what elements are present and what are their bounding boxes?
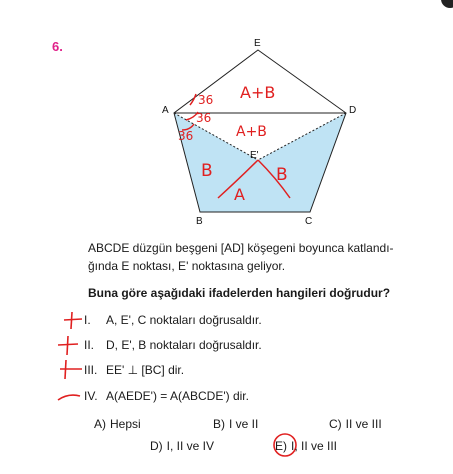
text-line-2: ğında E noktası, E' noktasına geliyor. xyxy=(88,259,286,273)
option-e[interactable] xyxy=(275,439,337,453)
prompt-text: Buna göre aşağıdaki ifadelerden hangileri doğrudur? xyxy=(88,286,391,300)
option-c-text: II ve III xyxy=(345,417,382,431)
statement-4-text: A(AEDE') = A(ABCDE') dir. xyxy=(106,389,249,403)
statement-3-roman: III. xyxy=(84,363,98,377)
angle-arc-1 xyxy=(190,94,196,105)
mark-statement-1 xyxy=(64,312,82,329)
statement-2-roman: II. xyxy=(84,338,95,352)
mark-statement-3 xyxy=(60,360,82,379)
option-e-text: I, II ve III xyxy=(291,439,338,453)
option-d[interactable] xyxy=(150,439,214,453)
option-b[interactable] xyxy=(213,417,258,431)
mark-statement-2 xyxy=(58,336,78,355)
option-c-label: C) xyxy=(329,417,342,431)
sum-note-top: A+B xyxy=(240,83,276,102)
mark-statement-4 xyxy=(58,395,80,400)
option-a-text: Hepsi xyxy=(110,417,141,431)
option-b-label: B) xyxy=(213,417,225,431)
angle-note-3: 36 xyxy=(178,129,194,143)
letter-b-right: B xyxy=(276,165,288,185)
statement-4-roman: IV. xyxy=(84,389,98,403)
vertex-d-label: D xyxy=(349,105,357,116)
option-c[interactable] xyxy=(329,417,382,431)
angle-note-2: 36 xyxy=(196,111,212,125)
option-d-text: I, II ve IV xyxy=(166,439,215,453)
vertex-c-label: C xyxy=(305,216,313,227)
question-number: 6. xyxy=(52,39,63,54)
text-line-1: ABCDE düzgün beşgeni [AD] köşegeni boyunca katlandı- xyxy=(88,241,394,255)
option-a-label: A) xyxy=(94,417,106,431)
option-b-text: I ve II xyxy=(229,417,259,431)
statement-2-text: D, E', B noktaları doğrusaldır. xyxy=(106,338,262,352)
statement-2 xyxy=(84,338,262,352)
option-a[interactable] xyxy=(94,417,141,431)
vertex-e-prime-label: E' xyxy=(250,150,259,161)
vertex-e-label: E xyxy=(254,38,261,49)
letter-b-left: B xyxy=(201,161,213,181)
vertex-b-label: B xyxy=(196,216,203,227)
letter-a: A xyxy=(234,185,245,204)
statement-1-roman: I. xyxy=(84,313,91,327)
option-e-label: E) xyxy=(275,439,287,453)
statement-1 xyxy=(84,313,262,327)
statement-1-text: A, E', C noktaları doğrusaldır. xyxy=(106,313,262,327)
statement-3-text: EE' ⊥ [BC] dir. xyxy=(106,363,185,377)
angle-note-1: 36 xyxy=(198,93,214,107)
statement-3 xyxy=(84,363,184,377)
option-d-label: D) xyxy=(150,439,163,453)
statement-4 xyxy=(84,389,249,403)
sum-note-middle: A+B xyxy=(236,124,267,140)
vertex-a-label: A xyxy=(162,105,169,116)
